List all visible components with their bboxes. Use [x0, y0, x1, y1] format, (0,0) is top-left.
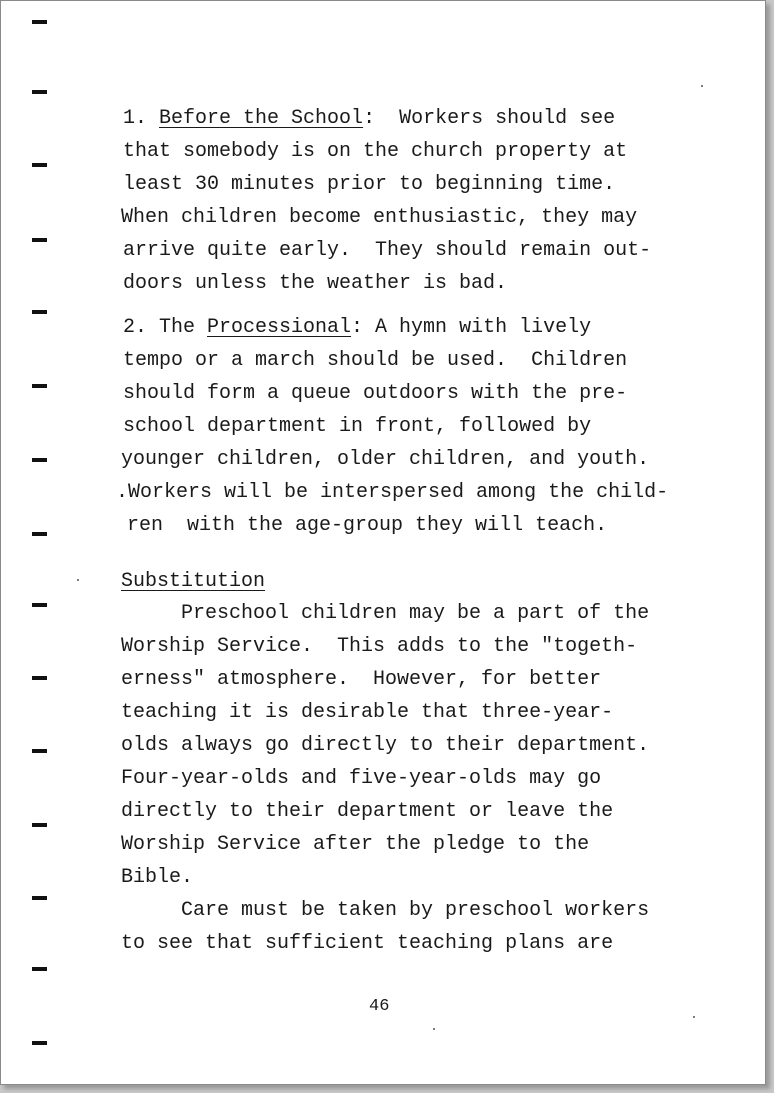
item-2-line: younger children, older children, and youth.: [121, 448, 650, 471]
substitution-heading: Substitution: [121, 570, 266, 593]
item-1-line: doors unless the weather is bad.: [123, 272, 508, 295]
item-2-line: : A hymn with lively: [351, 316, 592, 339]
item-1-heading: Before the School: [159, 107, 364, 130]
item-2-first-line: [123, 315, 591, 341]
substitution-line: to see that sufficient teaching plans are: [121, 932, 614, 955]
item-1-line: : Workers should see: [363, 107, 616, 130]
binding-mark: [32, 90, 47, 94]
item-1-line: least 30 minutes prior to beginning time.: [123, 173, 616, 196]
substitution-line: Four-year-olds and five-year-olds may go: [121, 767, 602, 790]
substitution-line: olds always go directly to their department.: [121, 734, 650, 757]
substitution-line: Bible.: [121, 866, 194, 889]
item-1-number: 1.: [123, 107, 160, 130]
page-number: 46: [369, 997, 390, 1016]
substitution-line: Care must be taken by preschool workers: [121, 899, 650, 922]
substitution-line: erness" atmosphere. However, for better: [121, 668, 602, 691]
binding-mark: [32, 532, 47, 536]
item-2-line: ren with the age-group they will teach.: [115, 514, 608, 537]
item-2-heading: Processional: [207, 316, 352, 339]
binding-mark: [32, 967, 47, 971]
binding-mark: [32, 603, 47, 607]
item-2-number: 2. The: [123, 316, 208, 339]
binding-mark: [32, 458, 47, 462]
scan-speck: [433, 1028, 435, 1030]
scan-speck: [77, 579, 79, 581]
binding-mark: [32, 896, 47, 900]
binding-mark: [32, 238, 47, 242]
scan-speck: [701, 85, 703, 87]
item-1-line: that somebody is on the church property at: [123, 140, 628, 163]
item-1-first-line: [123, 106, 615, 132]
substitution-line: Preschool children may be a part of the: [121, 602, 650, 625]
binding-mark: [32, 384, 47, 388]
substitution-line: Worship Service. This adds to the "togeth-: [121, 635, 638, 658]
binding-mark: [32, 823, 47, 827]
substitution-line: teaching it is desirable that three-year-: [121, 701, 614, 724]
binding-mark: [32, 163, 47, 167]
item-1-line: arrive quite early. They should remain out-: [123, 239, 652, 262]
scan-speck: [693, 1016, 695, 1018]
binding-mark: [32, 310, 47, 314]
item-2-line: should form a queue outdoors with the pre-: [123, 382, 628, 405]
substitution-line: Worship Service after the pledge to the: [121, 833, 590, 856]
binding-mark: [32, 1041, 47, 1045]
section-heading-line: [121, 569, 265, 595]
item-2-line: tempo or a march should be used. Children: [123, 349, 628, 372]
binding-mark: [32, 20, 47, 24]
binding-mark: [32, 676, 47, 680]
binding-mark: [32, 749, 47, 753]
substitution-line: directly to their department or leave the: [121, 800, 614, 823]
item-1-line: When children become enthusiastic, they may: [121, 206, 638, 229]
item-2-line: school department in front, followed by: [123, 415, 592, 438]
item-2-line: .Workers will be interspersed among the child-: [116, 481, 669, 504]
